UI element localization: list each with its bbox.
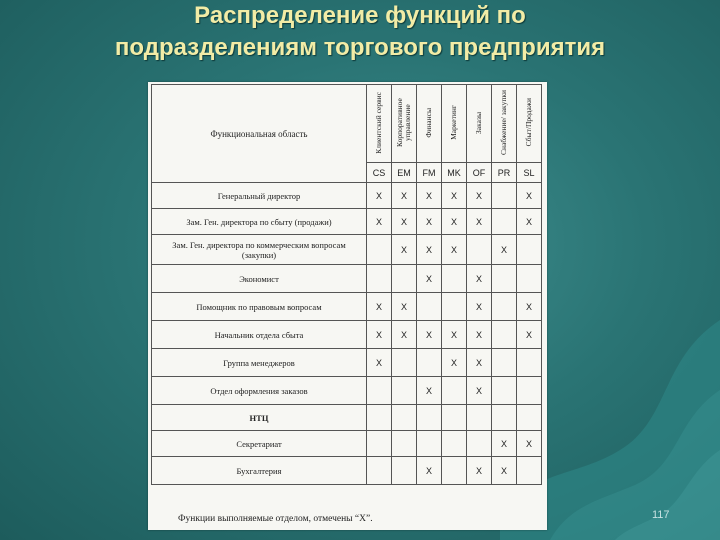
column-header-name: Финансы — [417, 85, 442, 163]
function-mark-cell — [417, 293, 442, 321]
scanned-table-sheet — [148, 82, 547, 530]
function-mark-cell: X — [392, 209, 417, 235]
table-row — [152, 377, 542, 405]
column-code: FM — [417, 163, 442, 183]
table-body — [152, 183, 542, 485]
table-row — [152, 321, 542, 349]
function-mark-cell: X — [442, 235, 467, 265]
row-role-label: Генеральный директор — [152, 183, 367, 209]
function-mark-cell: X — [492, 431, 517, 457]
function-mark-cell — [467, 405, 492, 431]
function-mark-cell: X — [517, 183, 542, 209]
function-mark-cell — [492, 183, 517, 209]
function-mark-cell — [517, 377, 542, 405]
column-header-name: Снабжение/ закупки — [492, 85, 517, 163]
function-mark-cell — [392, 457, 417, 485]
column-code: PR — [492, 163, 517, 183]
function-mark-cell — [392, 377, 417, 405]
function-mark-cell — [492, 265, 517, 293]
table-row — [152, 183, 542, 209]
row-role-label: Начальник отдела сбыта — [152, 321, 367, 349]
function-mark-cell — [492, 209, 517, 235]
function-mark-cell — [392, 265, 417, 293]
function-mark-cell: X — [367, 209, 392, 235]
function-mark-cell: X — [467, 321, 492, 349]
table-footnote: Функции выполняемые отделом, отмечены “X”. — [178, 514, 373, 524]
function-mark-cell: X — [417, 321, 442, 349]
table-row — [152, 405, 542, 431]
column-header-name: Маркетинг — [442, 85, 467, 163]
function-mark-cell: X — [517, 209, 542, 235]
page-number: 117 — [652, 509, 670, 521]
row-role-label: Секретариат — [152, 431, 367, 457]
function-mark-cell — [492, 377, 517, 405]
function-mark-cell — [417, 349, 442, 377]
row-role-label: Зам. Ген. директора по коммерческим вопросам (закупки) — [152, 235, 367, 265]
function-mark-cell: X — [467, 377, 492, 405]
function-mark-cell: X — [517, 321, 542, 349]
function-mark-cell — [467, 235, 492, 265]
function-mark-cell — [392, 405, 417, 431]
function-mark-cell — [392, 431, 417, 457]
function-mark-cell: X — [442, 209, 467, 235]
function-mark-cell — [492, 293, 517, 321]
function-mark-cell — [392, 349, 417, 377]
function-mark-cell: X — [417, 209, 442, 235]
function-mark-cell: X — [367, 293, 392, 321]
function-mark-cell: X — [442, 349, 467, 377]
function-mark-cell: X — [467, 293, 492, 321]
function-mark-cell — [442, 377, 467, 405]
function-mark-cell: X — [417, 235, 442, 265]
row-role-label: Помощник по правовым вопросам — [152, 293, 367, 321]
column-code: CS — [367, 163, 392, 183]
function-mark-cell — [442, 405, 467, 431]
function-mark-cell — [517, 349, 542, 377]
function-mark-cell: X — [417, 377, 442, 405]
function-mark-cell — [492, 321, 517, 349]
function-mark-cell: X — [367, 349, 392, 377]
row-role-label: Отдел оформления заказов — [152, 377, 367, 405]
function-mark-cell: X — [467, 349, 492, 377]
function-distribution-table — [151, 84, 542, 485]
function-mark-cell — [492, 349, 517, 377]
function-mark-cell: X — [492, 235, 517, 265]
function-mark-cell — [367, 265, 392, 293]
function-mark-cell: X — [367, 183, 392, 209]
function-mark-cell: X — [417, 183, 442, 209]
function-mark-cell: X — [467, 457, 492, 485]
row-role-label: НТЦ — [152, 405, 367, 431]
function-mark-cell — [492, 405, 517, 431]
table-row — [152, 209, 542, 235]
function-mark-cell: X — [517, 293, 542, 321]
function-mark-cell — [517, 265, 542, 293]
column-code: EM — [392, 163, 417, 183]
function-mark-cell: X — [392, 183, 417, 209]
function-mark-cell: X — [467, 183, 492, 209]
column-code: SL — [517, 163, 542, 183]
function-mark-cell: X — [392, 321, 417, 349]
column-header-name: Клиентский сервис — [367, 85, 392, 163]
function-mark-cell — [517, 457, 542, 485]
table-row — [152, 431, 542, 457]
function-mark-cell: X — [442, 183, 467, 209]
table-row — [152, 457, 542, 485]
function-mark-cell: X — [367, 321, 392, 349]
function-mark-cell: X — [442, 321, 467, 349]
function-mark-cell: X — [492, 457, 517, 485]
function-mark-cell — [467, 431, 492, 457]
column-code: MK — [442, 163, 467, 183]
function-mark-cell — [367, 235, 392, 265]
function-mark-cell — [367, 431, 392, 457]
function-mark-cell: X — [392, 293, 417, 321]
slide-title-line-1: Распределение функций по — [194, 2, 526, 29]
row-role-label: Экономист — [152, 265, 367, 293]
function-mark-cell — [417, 431, 442, 457]
table-header-names-row — [152, 85, 542, 163]
table-row — [152, 349, 542, 377]
row-role-label: Группа менеджеров — [152, 349, 367, 377]
function-mark-cell: X — [467, 209, 492, 235]
function-mark-cell: X — [517, 431, 542, 457]
slide-title-line-2: подразделениям торгового предприятия — [114, 34, 606, 61]
function-mark-cell — [442, 293, 467, 321]
functional-area-header: Функциональная область — [152, 85, 367, 183]
row-role-label: Бухгалтерия — [152, 457, 367, 485]
slide-title — [0, 0, 720, 64]
function-mark-cell — [442, 265, 467, 293]
function-mark-cell — [517, 405, 542, 431]
function-mark-cell: X — [392, 235, 417, 265]
table-row — [152, 265, 542, 293]
column-header-name: Корпоративное управление — [392, 85, 417, 163]
function-mark-cell — [367, 457, 392, 485]
function-mark-cell — [367, 377, 392, 405]
function-mark-cell — [417, 405, 442, 431]
function-mark-cell: X — [417, 457, 442, 485]
column-header-name: Заказы — [467, 85, 492, 163]
column-header-name: Сбыт/Продажи — [517, 85, 542, 163]
function-mark-cell — [517, 235, 542, 265]
function-mark-cell — [442, 457, 467, 485]
table-row — [152, 293, 542, 321]
function-mark-cell — [367, 405, 392, 431]
function-mark-cell: X — [467, 265, 492, 293]
function-mark-cell: X — [417, 265, 442, 293]
column-code: OF — [467, 163, 492, 183]
row-role-label: Зам. Ген. директора по сбыту (продажи) — [152, 209, 367, 235]
table-row — [152, 235, 542, 265]
function-mark-cell — [442, 431, 467, 457]
